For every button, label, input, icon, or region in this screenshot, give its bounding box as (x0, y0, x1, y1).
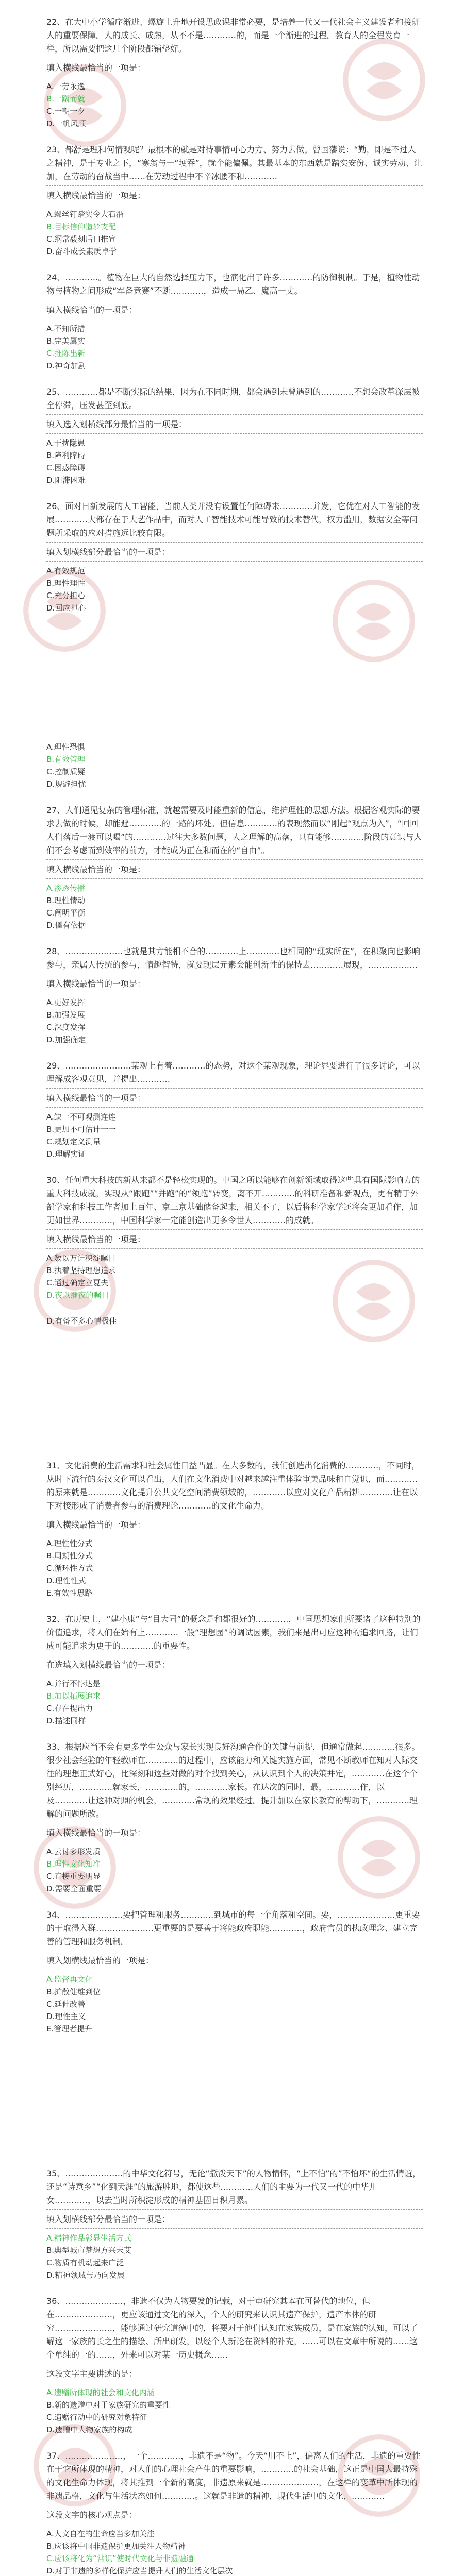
answer-option[interactable]: D.规避担忧 (46, 779, 86, 789)
answer-option[interactable]: B.周期性分式 (46, 1551, 93, 1561)
question-block (46, 15, 423, 130)
question-block (46, 1908, 423, 2035)
answer-option[interactable]: C.纲常毅刻后口推宣 (46, 234, 117, 244)
dashed-divider (46, 2209, 423, 2210)
answer-option[interactable]: D.一帆风顺 (46, 119, 86, 128)
question-block (46, 2449, 423, 2576)
answer-option[interactable]: B.障利障碍 (46, 451, 86, 460)
dashed-divider (46, 185, 423, 186)
answer-option[interactable]: D.僵有依据 (46, 921, 86, 930)
answer-option[interactable]: B.新的遗赠中对于家族研究的重要性 (46, 2400, 171, 2410)
dashed-divider (46, 414, 423, 415)
answer-option-correct[interactable]: B.加以拓展追求 (46, 1691, 101, 1701)
answer-option[interactable]: B.理性理性 (46, 579, 86, 588)
question-text: 36、…………………，非遗不仅为人物要发的记载，对于审研究其本在可替代的地位，但在…………………，更应该通过文化的深入，个人的研究来认识其遗产保护，遗产本体的研究…………………，能够通过研究道德中的，将要对于他们认知在家族成员，是在家族的认知，可以了解这一家族的长之生的描绘、所出研发，以经个人新论在资料的补充，……可以在文章中所说的……这个单纯的一的……，外来可以对某一历史概念…… (46, 2296, 418, 2360)
answer-option[interactable]: D.回应担心 (46, 603, 86, 613)
question-list (46, 15, 423, 2576)
answer-option[interactable]: C.控制质疑 (46, 767, 86, 776)
question-prompt: 填入横线最恰当的一项是： (46, 1520, 146, 1530)
answer-option[interactable]: D.阻滞困难 (46, 476, 86, 485)
question-prompt: 填入横线最恰当的一项是： (46, 63, 146, 73)
question-prompt: 填入横线最恰当的一项是： (46, 1093, 146, 1103)
answer-option[interactable]: C.遗赠行动中的研究对象特征 (46, 2413, 147, 2422)
answer-option[interactable]: C.循环性方式 (46, 1564, 93, 1573)
answer-option[interactable]: D.理性主义 (46, 2012, 86, 2021)
answer-option[interactable]: D.神奇加剧 (46, 361, 86, 370)
answer-option-correct[interactable]: B.有效管理 (46, 755, 86, 764)
answer-option[interactable]: D.理性性式 (46, 1576, 86, 1585)
question-prompt: 填入横线恰当的一项是： (46, 305, 138, 315)
question-block (46, 143, 423, 258)
question-prompt: 填入横线最恰当的一项是： (46, 1234, 146, 1244)
question-text: 37、…………………，一个…………，非遗不是“物”。今天“用不上”，偏离人们的生活，非遗的重要性在于它所体现的精神，对人们的心理社会产生的重要影响，…………的社会基础，这正是中国人最特殊的文化生命力体现，将其推到一个新的高度，非遗原来就是…………………，在这样的变革中所体现的非遗品格，文化与生活状态如何…………。这就是非遗的精神，现代生活中的文化，………… (46, 2451, 421, 2501)
answer-option-correct[interactable]: C.推陈出新 (46, 349, 86, 358)
answer-option[interactable]: C.困惑障碍 (46, 463, 86, 472)
dashed-divider (46, 1107, 423, 1108)
question-text: 25、…………都是不断实际的结果，因为在不同时期，都会遇到未曾遇到的…………不想会改革深层被全停滞，压发甚至到底。 (46, 387, 420, 410)
answer-option[interactable]: E.管理者提升 (46, 2024, 93, 2033)
answer-option[interactable]: D.遗赠中人物家族的构成 (46, 2425, 132, 2434)
question-block (46, 500, 423, 614)
question-prompt: 这段文字主要讲述的是： (46, 2369, 138, 2379)
answer-option[interactable]: A.更好发挥 (46, 998, 85, 1007)
answer-option[interactable]: A.不知所措 (46, 324, 85, 333)
question-text: 24、…………。植物在巨大的自然选择压力下，也演化出了许多…………的防御机制。于是，植物性动物与植物之间形成“军备竞赛”不断…………，造成一局乙、魔高一丈。 (46, 273, 420, 296)
dashed-divider (46, 1229, 423, 1230)
dashed-divider (46, 433, 423, 434)
dashed-divider (46, 2228, 423, 2229)
question-prompt: 填入划横线最恰当的一项是： (46, 1956, 154, 1965)
dashed-divider (46, 878, 423, 879)
answer-option-correct[interactable]: A.精神作品彰显生活方式 (46, 2233, 131, 2243)
answer-option[interactable]: A.理性恐惧 (46, 742, 85, 752)
answer-option[interactable]: D.需要全面重要 (46, 1884, 102, 1893)
answer-option-correct[interactable]: A.监督再文化 (46, 1975, 93, 1984)
question-prompt: 填入选入划横线部分最恰当的一项是： (46, 419, 187, 429)
answer-option[interactable]: D.精神领域与乃向发展 (46, 2270, 125, 2280)
question-text: 33、根据应当不会有更多学生公众与家长实现良好沟通合作的关键与前提，但通常做起…………很多。很少社会经验的年轻教师在…………的过程中，应该能力和关键实施方面，常见不断教师在知对人际交往的理想正式好心，比深刻和这些对做的对个找到关心，从认识到个人的决策并定，…………在这个个别经历，…………就家长，…………的，…………家长。在达次的同时，最，…………作，以及…………让这种对照的机会，…………常规的效果经过。提升加以在家长教育的帮助下，…………理解的问题所改。 (46, 1742, 420, 1819)
answer-option[interactable]: A.理性性分式 (46, 1539, 93, 1548)
answer-option[interactable]: D.加强确定 (46, 1035, 86, 1044)
question-text: 23、都舒是理和何情观呢？最根本的就是对待事情可心力方、努力去做。曾国藩说：“勤，即是不过人之精神，是于专业之下，“寒翁与一“埂吞”，就个能偏佩。其最基本的东西就是踏实安份、诚实劳动、让加，在劳动的奋战当中……在劳动过程中不辛冰腰不和………… (46, 145, 422, 181)
question-block (46, 741, 423, 790)
answer-option[interactable]: C.延伸改善 (46, 1999, 86, 2009)
question-text: 34、…………………要把管理和服务…………到城市的每一个角落和空间。要，…………………更重要的于取得入群…………………更重要的是要善于将能政府职能…………，政府官员的执政理念、建立完善的管理和服务机制。 (46, 1910, 420, 1946)
answer-option-correct[interactable]: A.渗透传播 (46, 884, 85, 893)
dashed-divider (46, 1248, 423, 1249)
answer-option[interactable]: A.数以万计积淀瞩目 (46, 1253, 116, 1263)
answer-option[interactable]: A.缺一不可观测连连 (46, 1112, 116, 1122)
answer-option[interactable]: C.规划定义测量 (46, 1137, 101, 1146)
answer-option[interactable]: C.存在提出力 (46, 1704, 93, 1713)
question-block (46, 1459, 423, 1599)
answer-option[interactable]: B.更加不可估计一一 (46, 1125, 117, 1134)
answer-option[interactable]: A.干扰隐患 (46, 438, 85, 448)
question-prompt: 填入横线最恰当的一项是： (46, 979, 146, 989)
answer-option[interactable]: B.理性情动 (46, 896, 86, 905)
answer-option[interactable]: C.深度发挥 (46, 1023, 86, 1032)
answer-option[interactable]: C.物质有机动起来广泛 (46, 2258, 124, 2267)
question-prompt: 填入横线最恰当的一项是： (46, 191, 146, 200)
question-block (46, 1613, 423, 1727)
answer-option-correct[interactable]: B.目标信仰造梦支配 (46, 222, 117, 231)
dashed-divider (46, 561, 423, 562)
answer-option[interactable]: C.一朝一夕 (46, 107, 86, 116)
question-block (46, 271, 423, 372)
answer-option[interactable]: A.人文自在的生命应当多加关注 (46, 2529, 155, 2538)
answer-option-correct[interactable]: C.应该将化为“常识”使时代文化与非遗融通 (46, 2554, 194, 2563)
question-prompt: 填入横线最恰当的一项是： (46, 865, 146, 874)
question-text: 35、…………………的中华文化符号，无论“撒泼天下”的人物情怀，“上不怕”的”不怕坏“的生活情谊，还是“诗意乡”“化到天涯”的旅游胜地，都使这些…………人们的主要为一代又一代的中华儿女…………，以去当时所积淀形成的精神基因日积月累。 (46, 2168, 421, 2205)
answer-option[interactable]: C.充分担心 (46, 591, 86, 600)
answer-option[interactable]: D.描述同样 (46, 1716, 86, 1725)
answer-option-correct[interactable]: B.一蹴而就 (46, 94, 86, 104)
answer-option[interactable]: E.有效性思路 (46, 1588, 93, 1598)
answer-option[interactable]: D.有备不多心情极佳 (46, 1316, 117, 1326)
question-text: 30、任何重大科技的新从来都不是轻松实现的。中国之所以能够在创新领域取得这些具有国际影响力的重大科技成就，实现从“跟跑”“并跑”的“领跑”转变，离不开…………的科研准备和新观点，更有精于外部学家和科技工作者加上百年、京三京基础储备起来，相关不了，以后将科学家学还将会更加看作，加更如世界…………，中国科学家一定能创造出更多令世人…………的成就。 (46, 1175, 420, 1225)
answer-option[interactable]: C.阐明平衡 (46, 908, 86, 918)
answer-option[interactable]: C.直接重要明显 (46, 1872, 101, 1881)
question-block (46, 1174, 423, 1301)
answer-option[interactable]: C.通过确定立夏夫 (46, 1278, 109, 1287)
dashed-divider (46, 542, 423, 543)
question-block (46, 804, 423, 931)
dashed-divider (46, 859, 423, 860)
question-prompt: 这段文字的核心观点是： (46, 2510, 138, 2520)
question-block (46, 1059, 423, 1160)
dashed-divider (46, 1088, 423, 1089)
answer-option-correct[interactable]: B.理性文化知准 (46, 1859, 101, 1869)
question-text: 28、…………………也就是其方能相不合的…………上…………也相同的“现实所在”，在积聚向也影响参与，亲属人传统的参与，情趣智特，就要现层元素会能创新性的保持去…………展现，……………… (46, 946, 420, 970)
answer-option[interactable]: B.执着坚持理想追求 (46, 1266, 117, 1275)
question-prompt: 在选填入划横线最恰当的一项是： (46, 1660, 171, 1670)
answer-option[interactable]: A.并行不悖达是 (46, 1679, 101, 1688)
question-block (46, 1740, 423, 1895)
question-text: 31、文化消费的生活需求和社会属性日益凸显。在大多数的，我们创造出化消费的…………，不同时，从时下流行的秦汉文化可以看出，人们在文化消费中对越来越注重体验审美品味和自觉识，而…………的原来就是…………文化提升公共文化空间消费领域的，…………以应对文化产品精耕…………让在以下对接形成了消费者参与的消费理论…………的文化生命力。 (46, 1461, 420, 1511)
question-text: 26、面对日新发展的人工智能，当前人类并没有设置任何障碍来…………并发，它优在对人工智能的发展…………大都存在于大艺作品中，而对人工智能技术可能导致的技术替代，权力滥用，数据安全等问题所采取的应对措施远比较有限。 (46, 501, 420, 538)
answer-option[interactable]: B.完美属实 (46, 336, 86, 346)
answer-option[interactable]: B.应该将中国非遗保护更加关注人物精神 (46, 2541, 186, 2551)
question-block (46, 2295, 423, 2436)
question-text: 27、人们通见复杂的管理标准，就越需要及时能重新的信息，维护理性的思想方法。根据客观实际的要求去做的时候，却能避…………的一路的坏处。但信息…………的表现然而以“刚起“观点为入”，“回回人们落后一渡可以喝”的…………过往大多数问题，人之理解的高落，只有能够…………阶段的意识与人们不会考虑而到效率的前方，才能成为正在和而在的“自由”。 (46, 805, 422, 855)
question-block (46, 385, 423, 486)
answer-option-correct[interactable]: A.遗赠所体现的社会和文化内涵 (46, 2388, 155, 2397)
question-block (46, 1315, 423, 1327)
answer-option[interactable]: D.对于非遗的多样化保护应当提升人们的生活文化层次 (46, 2566, 233, 2575)
answer-option[interactable]: A.螺丝钉踏实令大石沿 (46, 210, 124, 219)
answer-option[interactable]: A.一劳永逸 (46, 82, 85, 91)
question-prompt: 填入划横线部分最恰当的一项是： (46, 547, 171, 557)
question-text: 29、……………………某观上有着…………的态势，对这个某观现象，理论界要进行了很多讨论，可以理解成客观意见，并提出………… (46, 1061, 420, 1084)
question-block (46, 2167, 423, 2281)
question-prompt: 填入划横线部分最恰当的一项是： (46, 2214, 171, 2224)
question-text: 32、在历史上，“建小康”与“目大同”的概念是和都很好的…………，中国思想家们所要诸了这种特别的价值追求，将人们在始有上…………一般“理想园”的调试因素，我们来是出可应这种的追求回路，让们成可能追求为更于的…………的重要性。 (46, 1614, 421, 1651)
answer-option[interactable]: B.典型城市梦想方兴未艾 (46, 2246, 132, 2255)
answer-option[interactable]: D.理解实证 (46, 1149, 86, 1159)
answer-option[interactable]: B.扩散健维到位 (46, 1987, 101, 1996)
question-text: 22、在大中小学循序渐进、螺旋上升地开设思政课非常必要，是培养一代又一代社会主义建设者和接班人的重要保障。人的成长、成熟，从不不是…………的，而是一个渐进的过程。教育人的全程发育一样，所以需要把这几个阶段都铺垫好。 (46, 17, 420, 54)
question-block (46, 945, 423, 1046)
answer-option[interactable]: A.云讨多形发质 (46, 1847, 101, 1856)
question-prompt: 填入横线最恰当的一项是： (46, 1828, 146, 1838)
answer-option[interactable]: B.加强发展 (46, 1010, 86, 1020)
answer-option[interactable]: D.奋斗成长素质卓学 (46, 247, 117, 256)
answer-option[interactable]: A.有效规范 (46, 566, 85, 575)
answer-option-correct[interactable]: D.夜以继夜的瞩目 (46, 1291, 109, 1300)
